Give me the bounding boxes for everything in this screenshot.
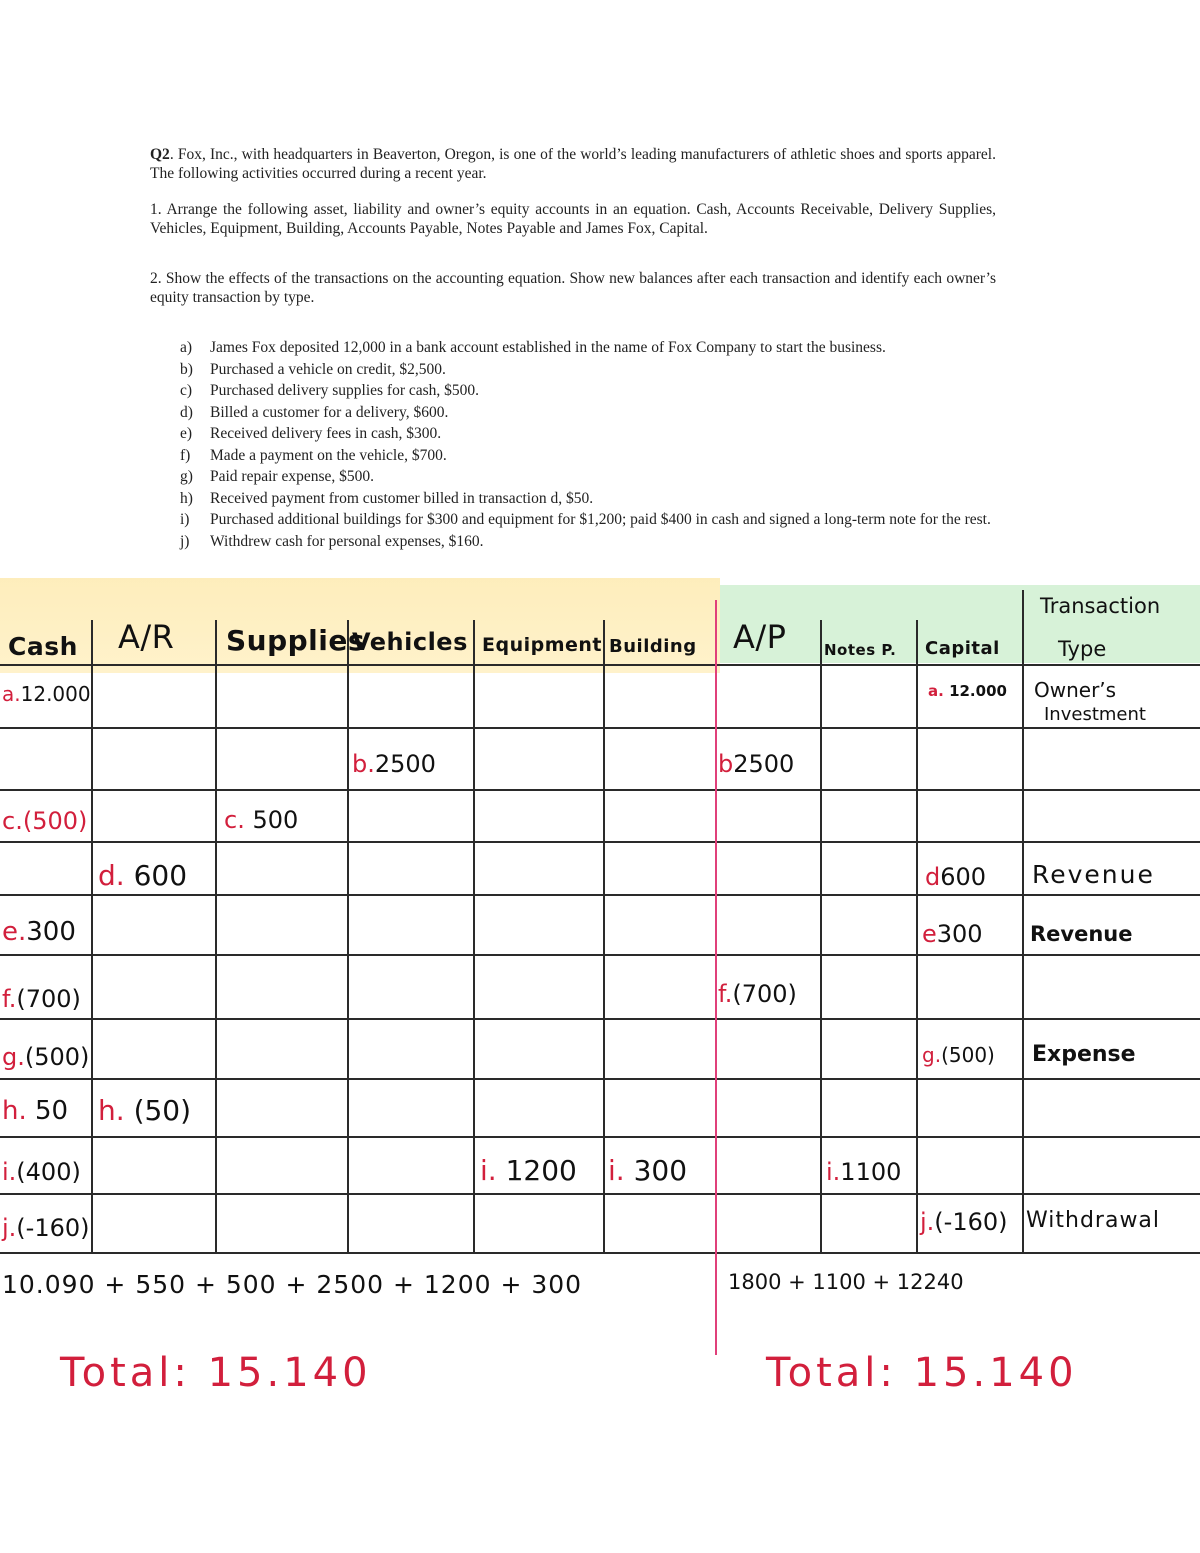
total-assets: Total: 15.140 bbox=[60, 1350, 372, 1396]
cell-f-ap: f.(700) bbox=[718, 980, 797, 1008]
header-equipment: Equipment bbox=[482, 634, 603, 656]
cell-h-cash: h. 50 bbox=[2, 1096, 69, 1126]
sum-assets: 10.090 + 550 + 500 + 2500 + 1200 + 300 bbox=[2, 1270, 583, 1299]
cell-i-cash: i.(400) bbox=[2, 1158, 81, 1186]
list-item: c) Purchased delivery supplies for cash, $500. bbox=[180, 382, 480, 399]
table-divider bbox=[0, 1193, 1200, 1195]
header-notes: Notes P. bbox=[824, 641, 897, 659]
header-ap: A/P bbox=[733, 618, 787, 656]
cell-b-vehicles: b.2500 bbox=[352, 750, 436, 778]
cell-d-ar: d. 600 bbox=[98, 859, 188, 892]
cell-c-supplies: c. 500 bbox=[224, 806, 299, 834]
column-divider bbox=[347, 620, 349, 1252]
header-ar: A/R bbox=[118, 618, 175, 656]
cell-j-type: Withdrawal bbox=[1026, 1208, 1161, 1233]
list-item: b) Purchased a vehicle on credit, $2,500. bbox=[180, 360, 446, 378]
sum-liabilities-equity: 1800 + 1100 + 12240 bbox=[728, 1270, 964, 1294]
header-supplies: Supplies bbox=[226, 624, 366, 657]
header-capital: Capital bbox=[925, 638, 1000, 659]
column-divider bbox=[91, 620, 93, 1252]
list-item: h) Received payment from customer billed in transaction d, $50. bbox=[180, 489, 594, 507]
column-divider bbox=[473, 620, 475, 1252]
cell-a-type: Owner’s bbox=[1034, 678, 1117, 702]
header-vehicles: Vehicles bbox=[352, 628, 468, 656]
equation-divider bbox=[715, 600, 717, 1355]
cell-f-cash: f.(700) bbox=[2, 985, 81, 1013]
list-item: i) Purchased additional buildings for $300 and equipment for $1,200; paid $400 in cash and signed a long-term note for the rest. bbox=[180, 511, 991, 528]
cell-i-equipment: i. 1200 bbox=[480, 1154, 577, 1187]
header-cash: Cash bbox=[8, 632, 78, 661]
cell-g-type: Expense bbox=[1032, 1042, 1136, 1067]
table-divider bbox=[0, 954, 1200, 956]
column-divider bbox=[916, 620, 918, 1252]
cell-a-cash: a.12.000 bbox=[2, 682, 91, 706]
cell-a-capital: a. 12.000 bbox=[928, 682, 1007, 700]
table-divider bbox=[0, 1252, 1200, 1254]
task-1: 1. Arrange the following asset, liability and owner’s equity accounts in an equation. Cash, Accounts Receivable, Delivery Supplies, Vehicles, Equipment, Building, Accounts Payable, Notes Payable and James Fox, Capital. bbox=[150, 201, 996, 237]
column-divider bbox=[820, 620, 822, 1252]
question-label: Q2 bbox=[150, 146, 170, 163]
list-item: f) Made a payment on the vehicle, $700. bbox=[180, 446, 447, 464]
cell-j-cash: j.(-160) bbox=[2, 1214, 90, 1242]
task-2: 2. Show the effects of the transactions on the accounting equation. Show new balances after each transaction and identify each owner’s equity transaction by type. bbox=[150, 270, 996, 306]
table-divider bbox=[0, 789, 1200, 791]
list-item: g) Paid repair expense, $500. bbox=[180, 468, 374, 485]
list-item: e) Received delivery fees in cash, $300. bbox=[180, 425, 442, 442]
question-intro-text: . Fox, Inc., with headquarters in Beaverton, Oregon, is one of the world’s leading manufacturers of athletic shoes and sports apparel. The following activities occurred during a recent year. bbox=[150, 146, 996, 182]
question-intro bbox=[150, 145, 996, 183]
cell-d-capital: d600 bbox=[925, 863, 987, 891]
header-type: Type bbox=[1058, 637, 1107, 661]
list-item: a) James Fox deposited 12,000 in a bank account established in the name of Fox Company to start the business. bbox=[180, 339, 886, 356]
header-transaction: Transaction bbox=[1040, 594, 1161, 618]
cell-i-building: i. 300 bbox=[608, 1154, 688, 1187]
cell-g-cash: g.(500) bbox=[2, 1043, 90, 1071]
cell-c-cash: c.(500) bbox=[2, 807, 88, 835]
table-divider bbox=[0, 841, 1200, 843]
table-divider bbox=[0, 1078, 1200, 1080]
table-divider bbox=[0, 894, 1200, 896]
cell-i-notes: i.1100 bbox=[826, 1158, 902, 1186]
table-divider bbox=[0, 1018, 1200, 1020]
column-divider bbox=[1022, 590, 1024, 1252]
cell-e-capital: e300 bbox=[922, 920, 983, 948]
table-divider bbox=[0, 727, 1200, 729]
cell-d-type: Revenue bbox=[1032, 860, 1155, 889]
list-item: j) Withdrew cash for personal expenses, $160. bbox=[180, 532, 484, 550]
cell-j-capital: j.(-160) bbox=[920, 1208, 1008, 1236]
cell-e-type: Revenue bbox=[1030, 922, 1133, 946]
column-divider bbox=[603, 620, 605, 1252]
table-divider bbox=[0, 664, 1200, 666]
cell-a-type-2: Investment bbox=[1044, 704, 1146, 725]
total-liabilities-equity: Total: 15.140 bbox=[766, 1350, 1078, 1396]
cell-g-capital: g.(500) bbox=[922, 1043, 995, 1067]
column-divider bbox=[215, 620, 217, 1252]
list-item: d) Billed a customer for a delivery, $600. bbox=[180, 403, 449, 421]
cell-h-ar: h. (50) bbox=[98, 1094, 192, 1127]
transaction-list bbox=[180, 337, 996, 552]
cell-b-ap: b2500 bbox=[718, 750, 795, 778]
table-divider bbox=[0, 1136, 1200, 1138]
cell-e-cash: e.300 bbox=[2, 917, 76, 947]
header-building: Building bbox=[609, 636, 697, 657]
